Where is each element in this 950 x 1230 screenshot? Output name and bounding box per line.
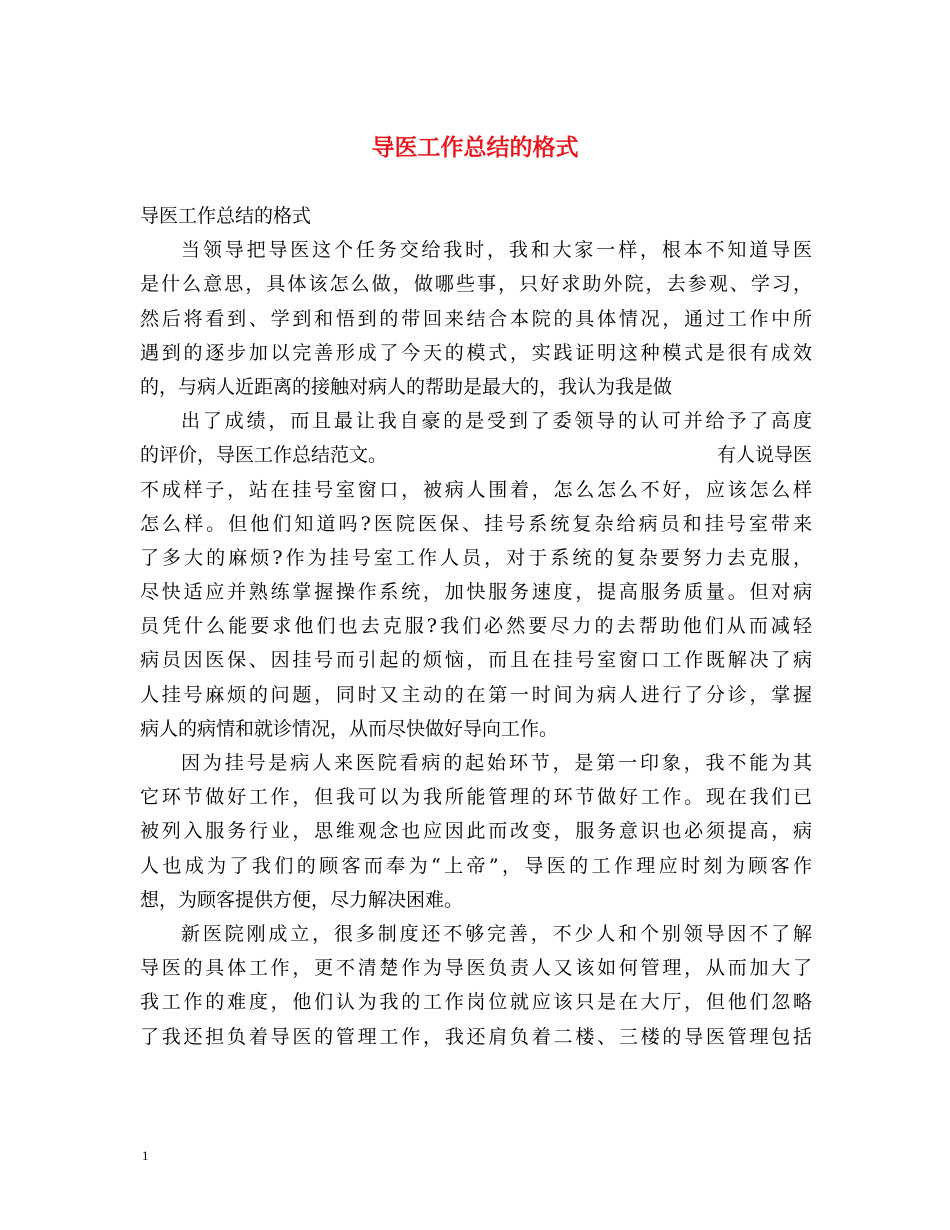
body-line: 新医院刚成立，很多制度还不够完善，不少人和个别领导因不了解 xyxy=(181,922,812,945)
body-line-segment: 有人说导医 xyxy=(716,444,812,467)
document-title: 导医工作总结的格式 xyxy=(371,134,579,161)
body-line: 怎么样。但他们知道吗?医院医保、挂号系统复杂给病员和挂号室带来 xyxy=(140,512,812,535)
body-line: 它环节做好工作，但我可以为我所能管理的环节做好工作。现在我们已 xyxy=(140,786,812,809)
body-line: 了多大的麻烦?作为挂号室工作人员，对于系统的复杂要努力去克服， xyxy=(140,546,812,569)
body-line: 员凭什么能要求他们也去克服?我们必然要尽力的去帮助他们从而减轻 xyxy=(140,615,812,638)
body-line: 想，为顾客提供方便，尽力解决困难。 xyxy=(140,888,464,911)
body-line: 病员因医保、因挂号而引起的烦恼，而且在挂号室窗口工作既解决了病 xyxy=(140,649,812,672)
body-line: 因为挂号是病人来医院看病的起始环节，是第一印象，我不能为其 xyxy=(181,752,812,774)
body-line: 病人的病情和就诊情况，从而尽快做好导向工作。 xyxy=(140,717,559,740)
body-line: 出了成绩，而且最让我自豪的是受到了委领导的认可并给予了高度 xyxy=(181,410,812,433)
body-line: 人也成为了我们的顾客而奉为“上帝”，导医的工作理应时刻为顾客作 xyxy=(140,854,812,877)
body-line: 然后将看到、学到和悟到的带回来结合本院的具体情况，通过工作中所 xyxy=(140,307,812,330)
body-line: 的，与病人近距离的接触对病人的帮助是最大的，我认为我是做 xyxy=(140,375,673,398)
body-line: 遇到的逐步加以完善形成了今天的模式，实践证明这种模式是很有成效 xyxy=(140,341,812,364)
body-line: 人挂号麻烦的问题，同时又主动的在第一时间为病人进行了分诊，掌握 xyxy=(140,683,812,706)
body-line: 是什么意思，具体该怎么做，做哪些事，只好求助外院，去参观、学习， xyxy=(140,273,812,296)
body-line: 了我还担负着导医的管理工作，我还肩负着二楼、三楼的导医管理包括 xyxy=(140,1025,812,1048)
body-line: 当领导把导医这个任务交给我时，我和大家一样，根本不知道导医 xyxy=(181,239,812,262)
page-number: 1 xyxy=(142,1148,149,1163)
body-line-segment: 的评价，导医工作总结范文。 xyxy=(140,444,388,467)
body-line: 我工作的难度，他们认为我的工作岗位就应该只是在大厅，但他们忽略 xyxy=(140,991,812,1014)
body-line: 被列入服务行业，思维观念也应因此而改变，服务意识也必须提高，病 xyxy=(140,820,812,843)
body-line-split xyxy=(140,438,812,472)
body-line: 导医的具体工作，更不清楚作为导医负责人又该如何管理，从而加大了 xyxy=(140,957,812,980)
body-line-heading: 导医工作总结的格式 xyxy=(140,205,312,227)
body-line: 尽快适应并熟练掌握操作系统，加快服务速度，提高服务质量。但对病 xyxy=(140,581,812,604)
document-body xyxy=(140,199,812,1054)
body-line: 不成样子，站在挂号室窗口，被病人围着，怎么怎么不好，应该怎么样 xyxy=(140,478,812,501)
